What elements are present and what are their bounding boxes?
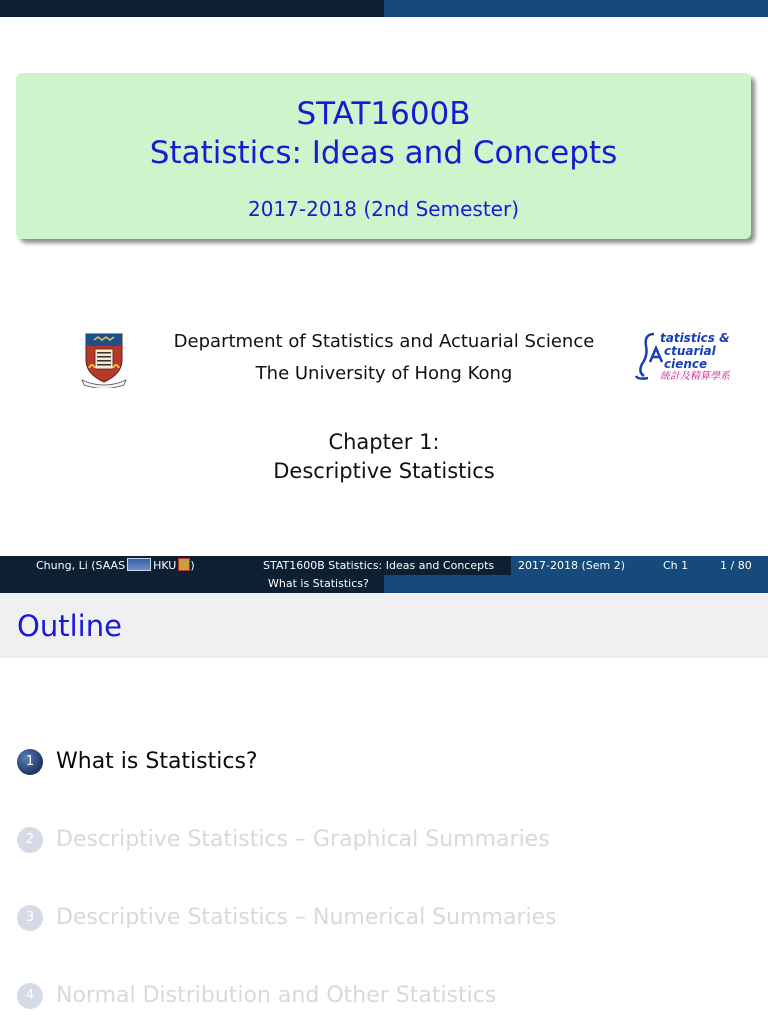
- saas-mini-logo-icon: [127, 558, 151, 571]
- frame-title-bar: [0, 593, 768, 658]
- headline-bar-left: [0, 0, 384, 17]
- saas-logo-line1: tatistics &: [660, 331, 730, 345]
- department-name: Department of Statistics and Actuarial Science: [173, 331, 595, 352]
- footline-chapter: Ch 1: [663, 559, 689, 572]
- chapter-number: Chapter 1:: [328, 430, 440, 454]
- toc-bullet-icon: 3: [17, 905, 43, 931]
- semester: 2017-2018 (2nd Semester): [247, 197, 519, 221]
- footline-section-left: [0, 575, 255, 593]
- footline-section: What is Statistics?: [268, 577, 369, 590]
- saas-logo-line3: cience: [664, 357, 708, 371]
- footline-author-hku: HKU: [153, 559, 177, 572]
- title-box: [16, 73, 751, 239]
- footline-page-number: 1 / 80: [720, 559, 752, 572]
- footline-author-name: Chung, Li (SAAS: [36, 559, 126, 572]
- outline-slide: [0, 593, 768, 1024]
- toc-bullet-icon: 2: [17, 827, 43, 853]
- saas-logo: [634, 332, 756, 384]
- chapter-title: Descriptive Statistics: [273, 459, 495, 483]
- saas-logo-line2: ctuarial: [664, 344, 716, 358]
- toc-label: What is Statistics?: [56, 749, 258, 774]
- toc-label: Normal Distribution and Other Statistics: [56, 983, 497, 1008]
- toc-label: Descriptive Statistics – Numerical Summaries: [56, 905, 557, 930]
- headline-bar-right: [384, 0, 768, 17]
- footline: [0, 556, 768, 593]
- footline-row: [0, 556, 768, 575]
- course-code: STAT1600B: [296, 96, 471, 132]
- toc-bullet-icon: 4: [17, 983, 43, 1009]
- saas-logo-chinese: 統計及精算學系: [660, 371, 730, 382]
- university-name: The University of Hong Kong: [255, 363, 513, 384]
- footline-date: 2017-2018 (Sem 2): [518, 559, 625, 572]
- hku-crest-icon: [80, 330, 128, 388]
- course-title: Statistics: Ideas and Concepts: [149, 135, 618, 171]
- footline-author: [36, 556, 195, 575]
- footline-author-close: ): [190, 559, 195, 572]
- frame-title: Outline: [17, 609, 122, 643]
- hku-mini-crest-icon: [178, 558, 190, 571]
- toc-label: Descriptive Statistics – Graphical Summaries: [56, 827, 550, 852]
- footline-section-row: [0, 575, 768, 593]
- footline-section-right: [384, 575, 768, 593]
- footline-title: STAT1600B Statistics: Ideas and Concepts: [263, 559, 495, 572]
- toc-bullet-icon: 1: [17, 749, 43, 775]
